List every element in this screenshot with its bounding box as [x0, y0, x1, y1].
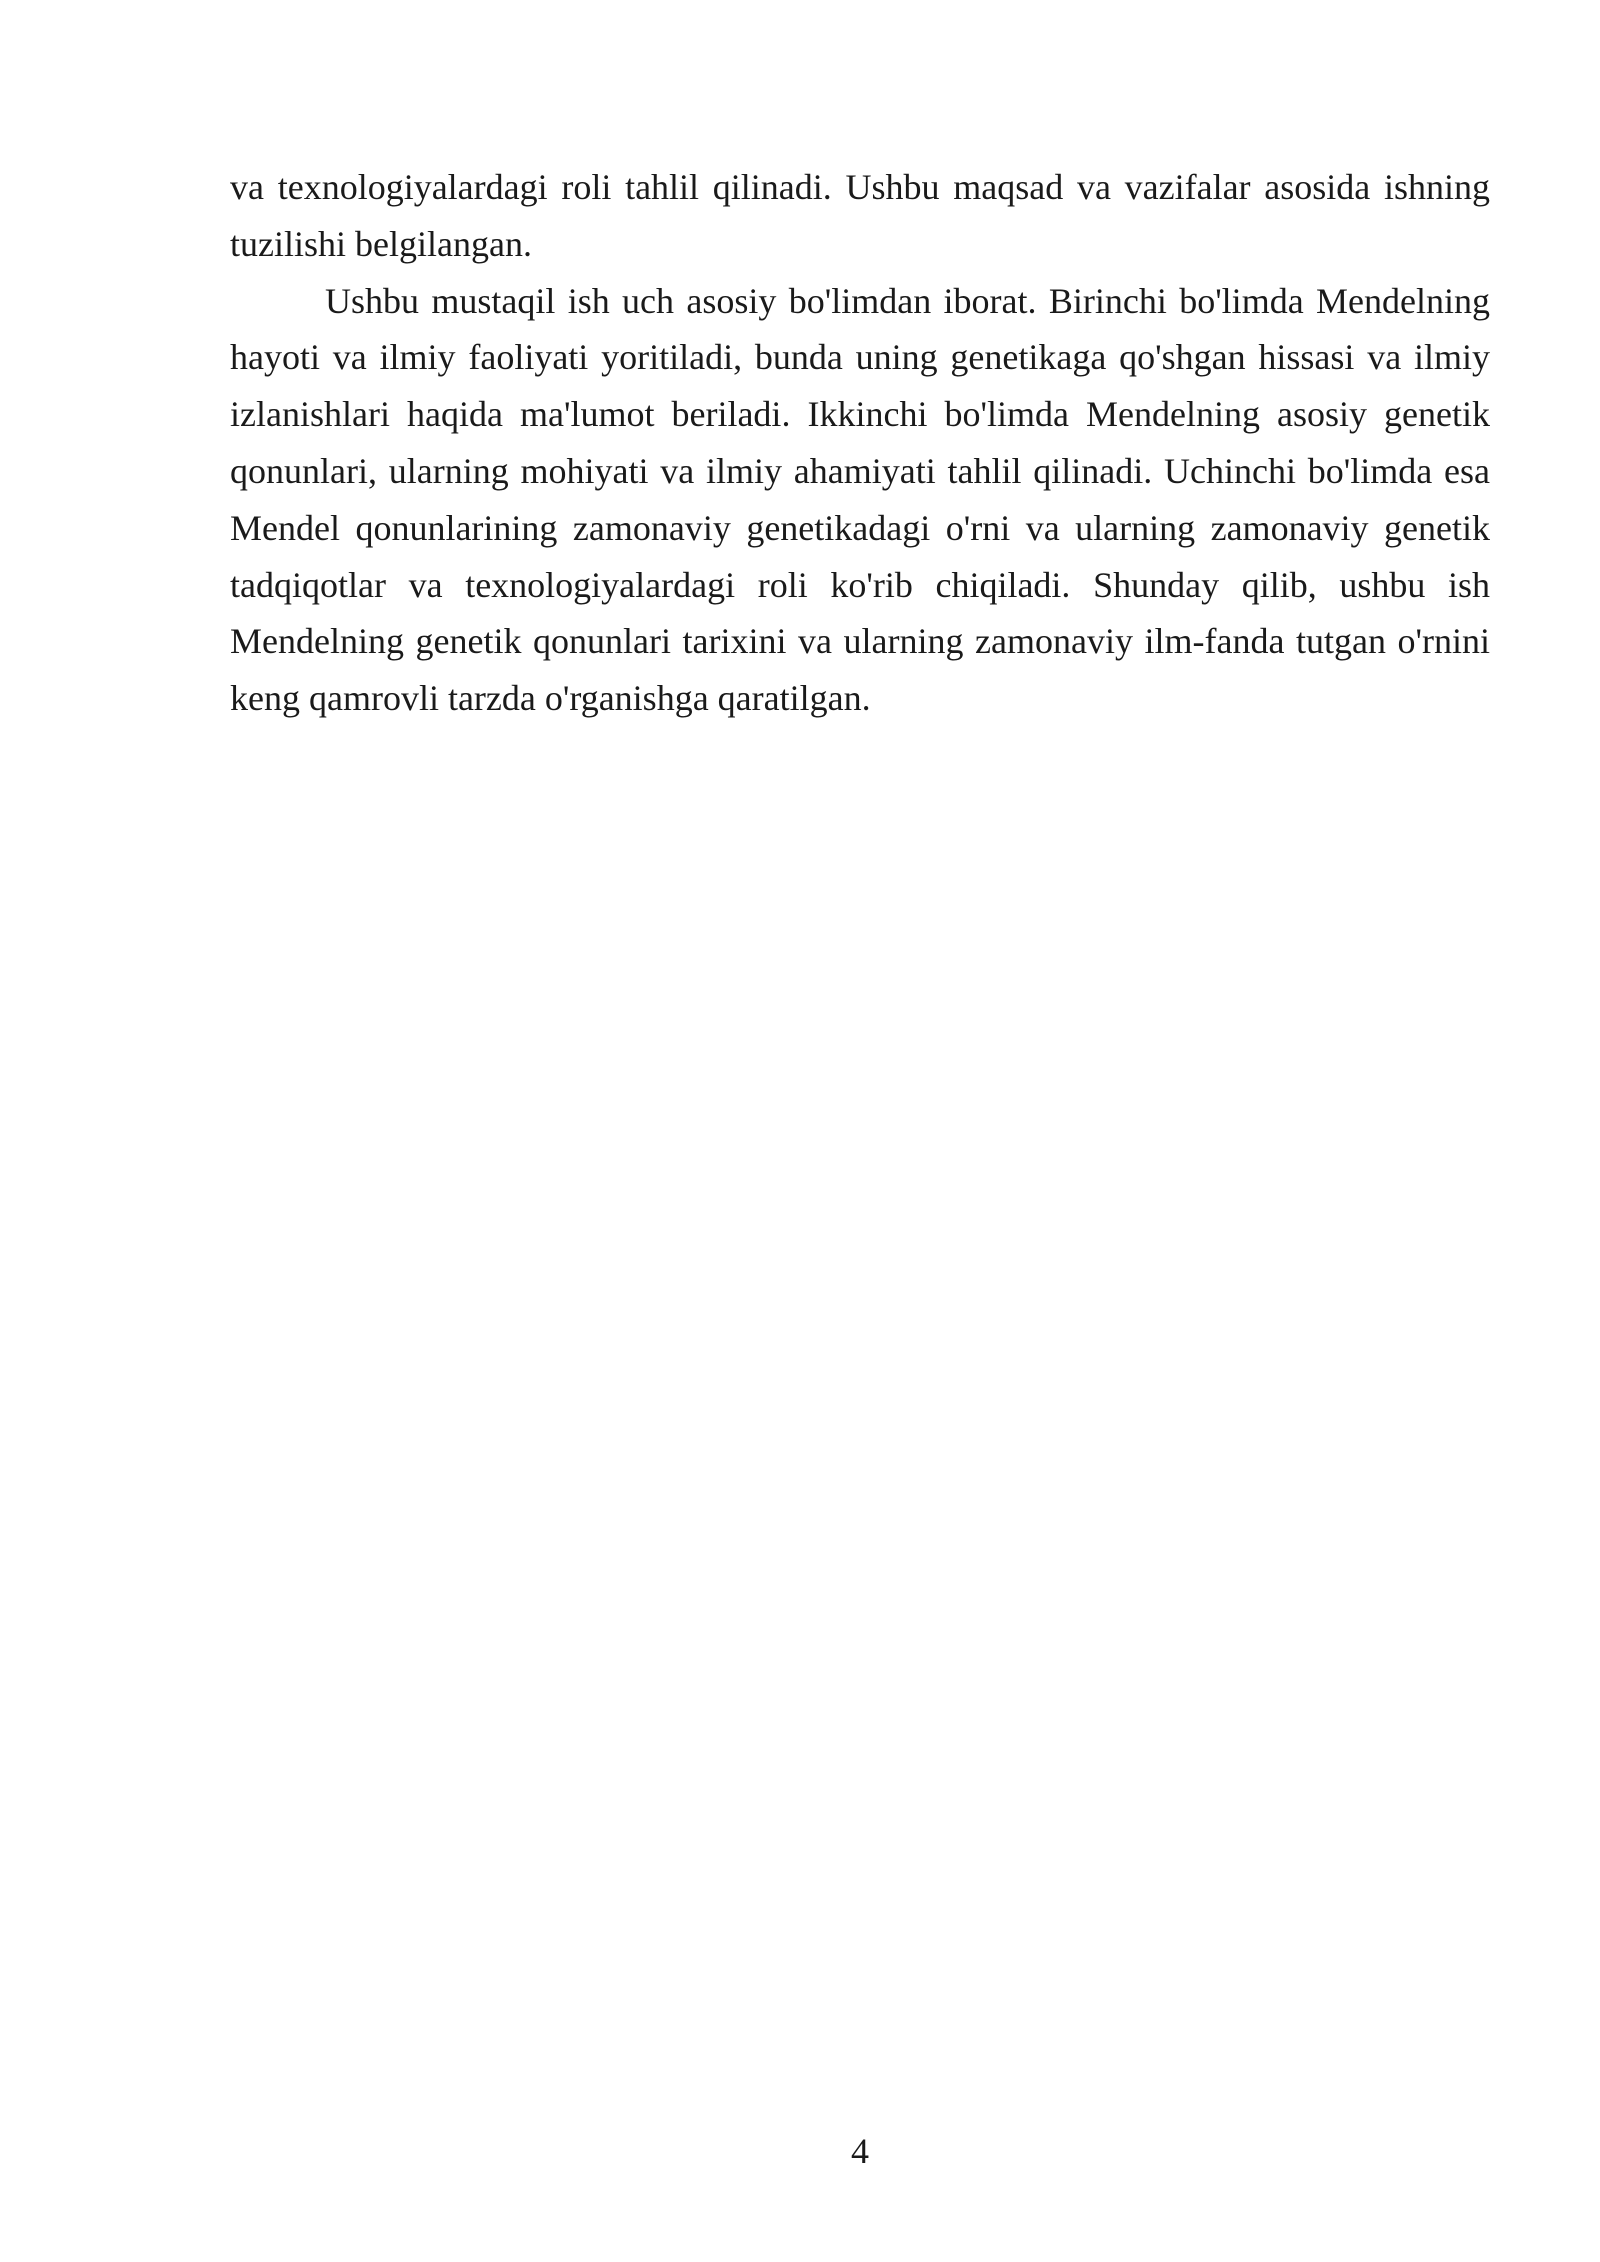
page-number: 4	[851, 2131, 869, 2171]
paragraph-continuation: va texnologiyalardagi roli tahlil qilinadi. Ushbu maqsad va vazifalar asosida ishning tuzilishi belgilangan.	[230, 167, 1490, 264]
paragraph-structure-overview: Ushbu mustaqil ish uch asosiy bo'limdan iborat. Birinchi bo'limda Mendelning hayoti va ilmiy faoliyati yoritiladi, bunda uning genetikaga qo'shgan hissasi va ilmiy izlanishlari haqida ma'lumot beriladi. Ikkinchi bo'limda Mendelning asosiy genetik qonunlari, ularning mohiyati va ilmiy ahamiyati tahlil qilinadi. Uchinchi bo'limda esa Mendel qonunlarining zamonaviy genetikadagi o'rni va ularning zamonaviy genetik tadqiqotlar va texnologiyalardagi roli ko'rib chiqiladi. Shunday qilib, ushbu ish Mendelning genetik qonunlari tarixini va ularning zamonaviy ilm-fanda tutgan o'rnini keng qamrovli tarzda o'rganishga qaratilgan.	[230, 280, 1490, 719]
body-text	[230, 159, 1490, 727]
